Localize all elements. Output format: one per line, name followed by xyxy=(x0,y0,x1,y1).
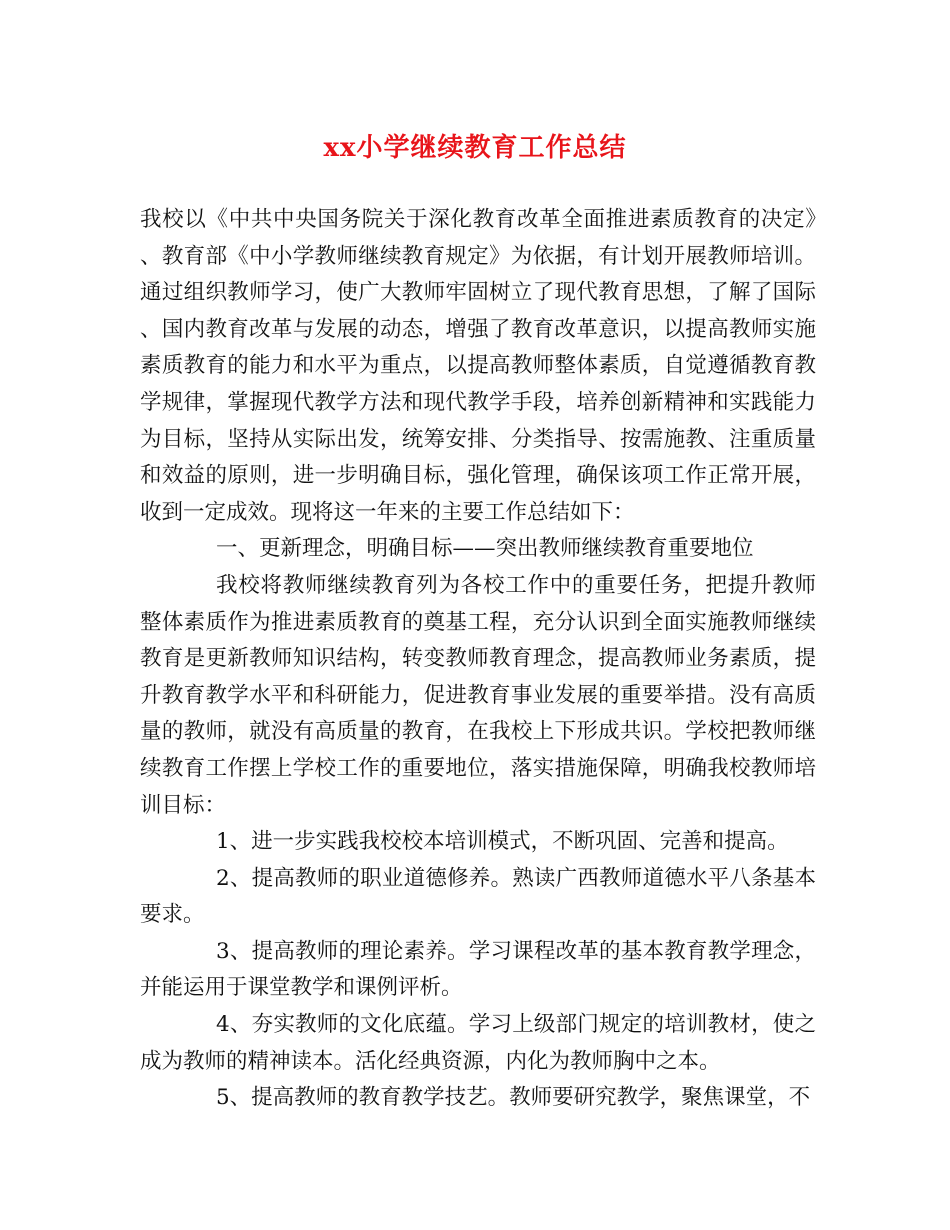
intro-paragraph: 我校以《中共中央国务院关于深化教育改革全面推进素质教育的决定》、教育部《中小学教师继续教育规定》为依据，有计划开展教师培训。通过组织教师学习，使广大教师牢固树立了现代教育思想，了解了国际、国内教育改革与发展的动态，增强了教育改革意识，以提高教师实施素质教育的能力和水平为重点，以提高教师整体素质，自觉遵循教育教学规律，掌握现代教学方法和现代教学手段，培养创新精神和实践能力为目标，坚持从实际出发，统筹安排、分类指导、按需施教、注重质量和效益的原则，进一步明确目标，强化管理，确保该项工作正常开展，收到一定成效。现将这一年来的主要工作总结如下： xyxy=(140,207,816,525)
goal-item-5: 5、提高教师的教育教学技艺。教师要研究教学，聚焦课堂，不 xyxy=(216,1085,811,1111)
goal-item-3: 3、提高教师的理论素养。学习课程改革的基本教育教学理念，并能运用于课堂教学和课例评析。 xyxy=(140,938,816,1001)
section-1-paragraph: 我校将教师继续教育列为各校工作中的重要任务，把提升教师整体素质作为推进素质教育的奠基工程，充分认识到全面实施教师继续教育是更新教师知识结构，转变教师教育理念，提高教师业务素质，提升教育教学水平和科研能力，促进教育事业发展的重要举措。没有高质量的教师，就没有高质量的教育，在我校上下形成共识。学校把教师继续教育工作摆上学校工作的重要地位，落实措施保障，明确我校教师培训目标： xyxy=(140,572,816,818)
section-heading-1: 一、更新理念，明确目标——突出教师继续教育重要地位 xyxy=(216,536,754,562)
goal-item-4: 4、夯实教师的文化底蕴。学习上级部门规定的培训教材，使之成为教师的精神读本。活化经典资源，内化为教师胸中之本。 xyxy=(140,1012,816,1074)
document-body xyxy=(140,202,816,1117)
goal-item-2: 2、提高教师的职业道德修养。熟读广西教师道德水平八条基本要求。 xyxy=(140,865,816,928)
document-title: xx小学继续教育工作总结 xyxy=(323,133,627,163)
goal-item-1: 1、进一步实践我校校本培训模式，不断巩固、完善和提高。 xyxy=(216,829,789,855)
